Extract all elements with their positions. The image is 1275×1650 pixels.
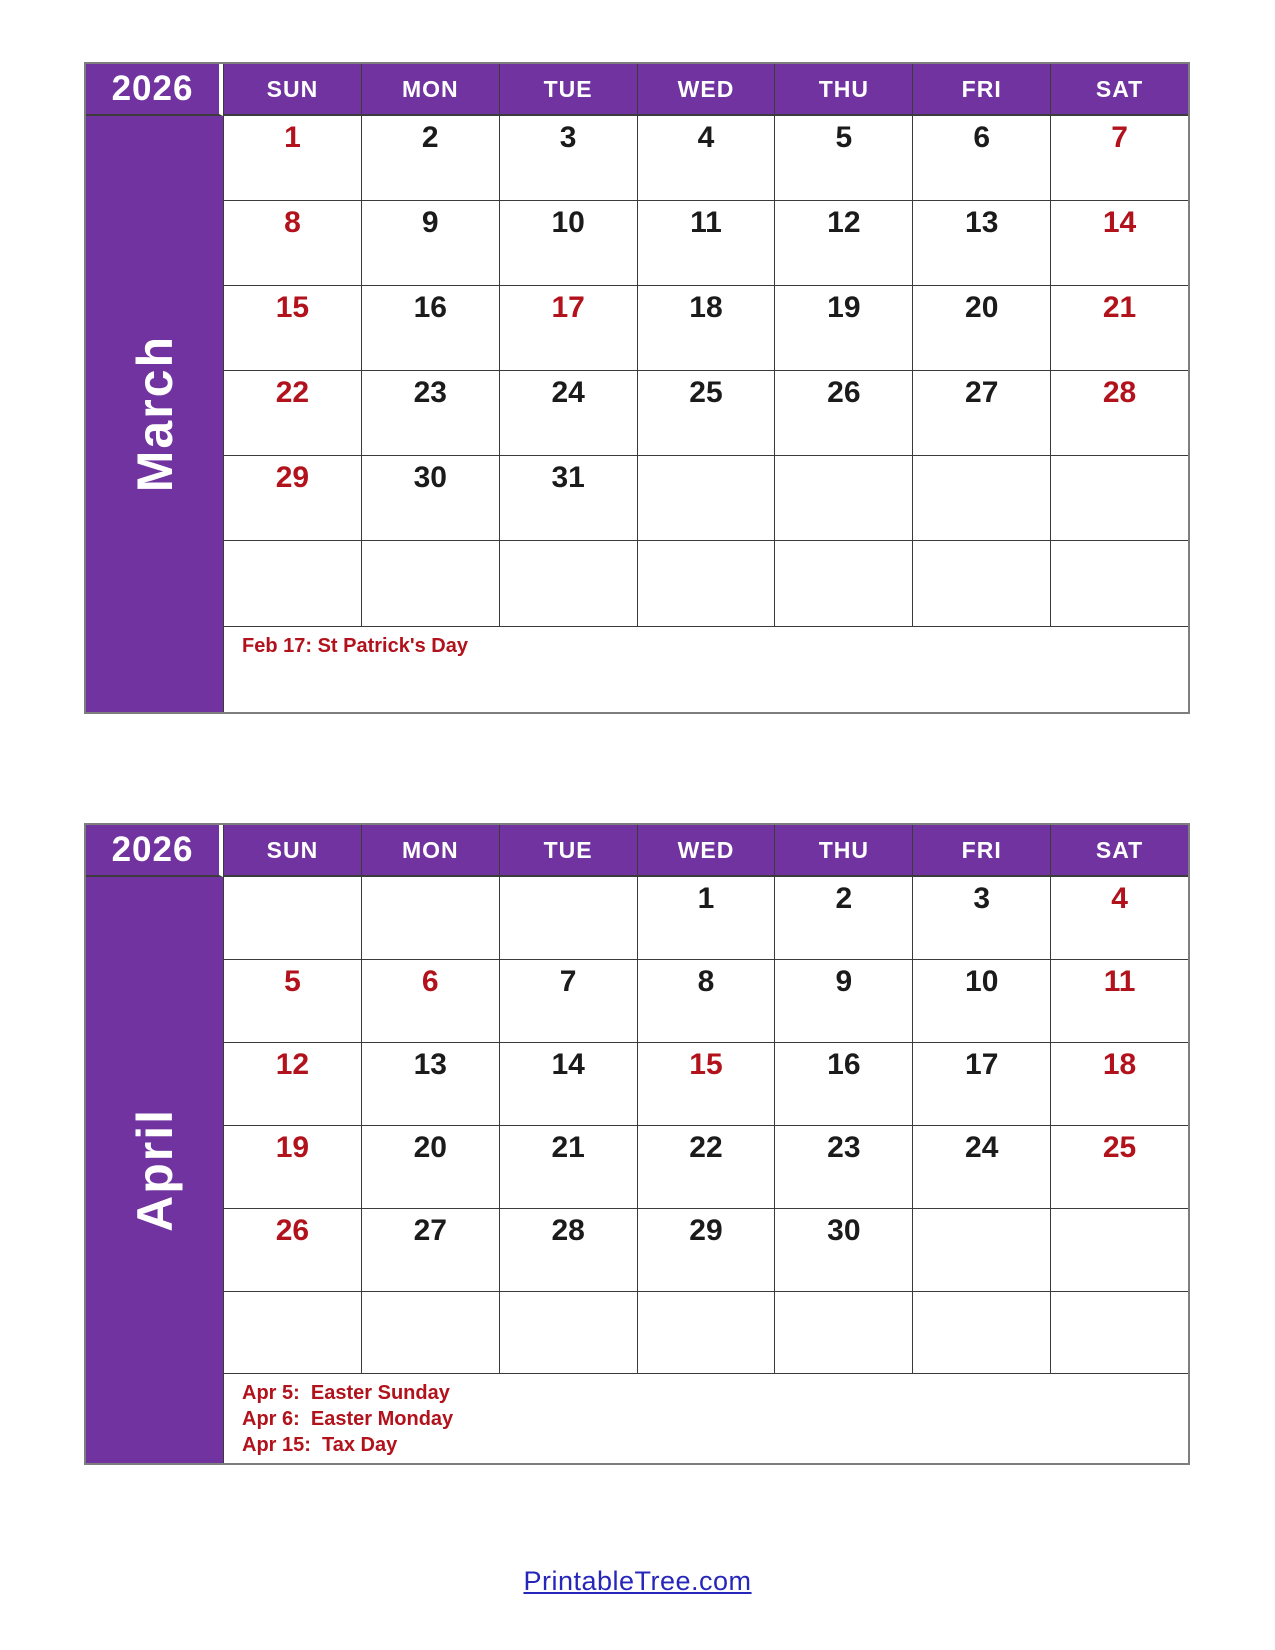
day-cell-march-26: 26 [774, 371, 912, 456]
weekday-header-sat: SAT [1050, 64, 1188, 116]
day-cell-april-4: 4 [1050, 877, 1188, 960]
day-cell-april-5: 5 [223, 960, 361, 1043]
day-cell-april-14: 14 [499, 1043, 637, 1126]
month-label: April [126, 1108, 183, 1232]
empty-day-cell [774, 541, 912, 627]
day-cell-march-10: 10 [499, 201, 637, 286]
empty-day-cell [1050, 1292, 1188, 1374]
day-cell-april-2: 2 [774, 877, 912, 960]
day-cell-march-7: 7 [1050, 116, 1188, 201]
day-cell-march-19: 19 [774, 286, 912, 371]
month-name-column [86, 116, 223, 712]
year-label: 2026 [86, 64, 223, 116]
empty-day-cell [637, 541, 775, 627]
holiday-notes [223, 1374, 1188, 1463]
weekday-header-sun: SUN [223, 64, 361, 116]
printabletree-link[interactable]: PrintableTree.com [523, 1566, 752, 1596]
day-cell-march-24: 24 [499, 371, 637, 456]
weekday-header-sat: SAT [1050, 825, 1188, 877]
day-cell-march-18: 18 [637, 286, 775, 371]
empty-day-cell [774, 1292, 912, 1374]
day-cell-march-21: 21 [1050, 286, 1188, 371]
day-cell-april-18: 18 [1050, 1043, 1188, 1126]
empty-day-cell [1050, 456, 1188, 541]
day-cell-april-24: 24 [912, 1126, 1050, 1209]
day-cell-april-3: 3 [912, 877, 1050, 960]
weekday-header-mon: MON [361, 825, 499, 877]
day-cell-march-5: 5 [774, 116, 912, 201]
empty-day-cell [1050, 541, 1188, 627]
empty-day-cell [637, 1292, 775, 1374]
day-cell-march-20: 20 [912, 286, 1050, 371]
day-cell-march-27: 27 [912, 371, 1050, 456]
april-2026-calendar [84, 823, 1190, 1465]
empty-day-cell [361, 1292, 499, 1374]
day-cell-april-13: 13 [361, 1043, 499, 1126]
empty-day-cell [912, 1292, 1050, 1374]
march-2026-calendar [84, 62, 1190, 714]
holiday-notes [223, 627, 1188, 712]
day-cell-march-9: 9 [361, 201, 499, 286]
day-cell-march-2: 2 [361, 116, 499, 201]
empty-day-cell [499, 1292, 637, 1374]
day-cell-march-31: 31 [499, 456, 637, 541]
month-label: March [126, 335, 183, 493]
day-cell-april-16: 16 [774, 1043, 912, 1126]
day-cell-march-4: 4 [637, 116, 775, 201]
day-cell-march-12: 12 [774, 201, 912, 286]
footer [0, 1566, 1275, 1597]
day-cell-april-6: 6 [361, 960, 499, 1043]
weekday-header-tue: TUE [499, 825, 637, 877]
day-cell-march-23: 23 [361, 371, 499, 456]
day-cell-april-17: 17 [912, 1043, 1050, 1126]
day-cell-april-7: 7 [499, 960, 637, 1043]
weekday-header-sun: SUN [223, 825, 361, 877]
day-cell-april-19: 19 [223, 1126, 361, 1209]
weekday-header-thu: THU [774, 64, 912, 116]
day-cell-april-30: 30 [774, 1209, 912, 1292]
weekday-header-thu: THU [774, 825, 912, 877]
holiday-note-line: Apr 15: Tax Day [242, 1434, 398, 1456]
empty-day-cell [361, 877, 499, 960]
day-cell-april-23: 23 [774, 1126, 912, 1209]
day-cell-march-3: 3 [499, 116, 637, 201]
day-cell-april-10: 10 [912, 960, 1050, 1043]
day-cell-april-15: 15 [637, 1043, 775, 1126]
year-label: 2026 [86, 825, 223, 877]
day-cell-march-30: 30 [361, 456, 499, 541]
day-cell-april-25: 25 [1050, 1126, 1188, 1209]
weekday-header-tue: TUE [499, 64, 637, 116]
day-cell-march-14: 14 [1050, 201, 1188, 286]
empty-day-cell [223, 1292, 361, 1374]
empty-day-cell [1050, 1209, 1188, 1292]
empty-day-cell [637, 456, 775, 541]
day-cell-march-13: 13 [912, 201, 1050, 286]
month-name-column [86, 877, 223, 1463]
day-cell-march-16: 16 [361, 286, 499, 371]
empty-day-cell [774, 456, 912, 541]
day-cell-march-6: 6 [912, 116, 1050, 201]
weekday-header-wed: WED [637, 825, 775, 877]
day-cell-april-20: 20 [361, 1126, 499, 1209]
day-cell-april-27: 27 [361, 1209, 499, 1292]
day-cell-april-9: 9 [774, 960, 912, 1043]
day-cell-march-22: 22 [223, 371, 361, 456]
weekday-header-mon: MON [361, 64, 499, 116]
day-cell-april-26: 26 [223, 1209, 361, 1292]
day-cell-march-29: 29 [223, 456, 361, 541]
day-cell-april-21: 21 [499, 1126, 637, 1209]
day-cell-april-28: 28 [499, 1209, 637, 1292]
weekday-header-fri: FRI [912, 64, 1050, 116]
day-cell-march-8: 8 [223, 201, 361, 286]
empty-day-cell [499, 877, 637, 960]
day-cell-march-1: 1 [223, 116, 361, 201]
holiday-note-line: Apr 5: Easter Sunday [242, 1382, 450, 1404]
day-cell-march-25: 25 [637, 371, 775, 456]
empty-day-cell [223, 877, 361, 960]
holiday-note-line: Feb 17: St Patrick's Day [242, 635, 468, 657]
day-cell-april-12: 12 [223, 1043, 361, 1126]
empty-day-cell [912, 456, 1050, 541]
day-cell-april-29: 29 [637, 1209, 775, 1292]
day-cell-march-17: 17 [499, 286, 637, 371]
empty-day-cell [361, 541, 499, 627]
day-cell-april-22: 22 [637, 1126, 775, 1209]
day-cell-april-11: 11 [1050, 960, 1188, 1043]
weekday-header-wed: WED [637, 64, 775, 116]
holiday-note-line: Apr 6: Easter Monday [242, 1408, 454, 1430]
day-cell-march-28: 28 [1050, 371, 1188, 456]
empty-day-cell [499, 541, 637, 627]
empty-day-cell [912, 541, 1050, 627]
day-cell-march-11: 11 [637, 201, 775, 286]
day-cell-march-15: 15 [223, 286, 361, 371]
empty-day-cell [223, 541, 361, 627]
weekday-header-fri: FRI [912, 825, 1050, 877]
day-cell-april-1: 1 [637, 877, 775, 960]
day-cell-april-8: 8 [637, 960, 775, 1043]
empty-day-cell [912, 1209, 1050, 1292]
